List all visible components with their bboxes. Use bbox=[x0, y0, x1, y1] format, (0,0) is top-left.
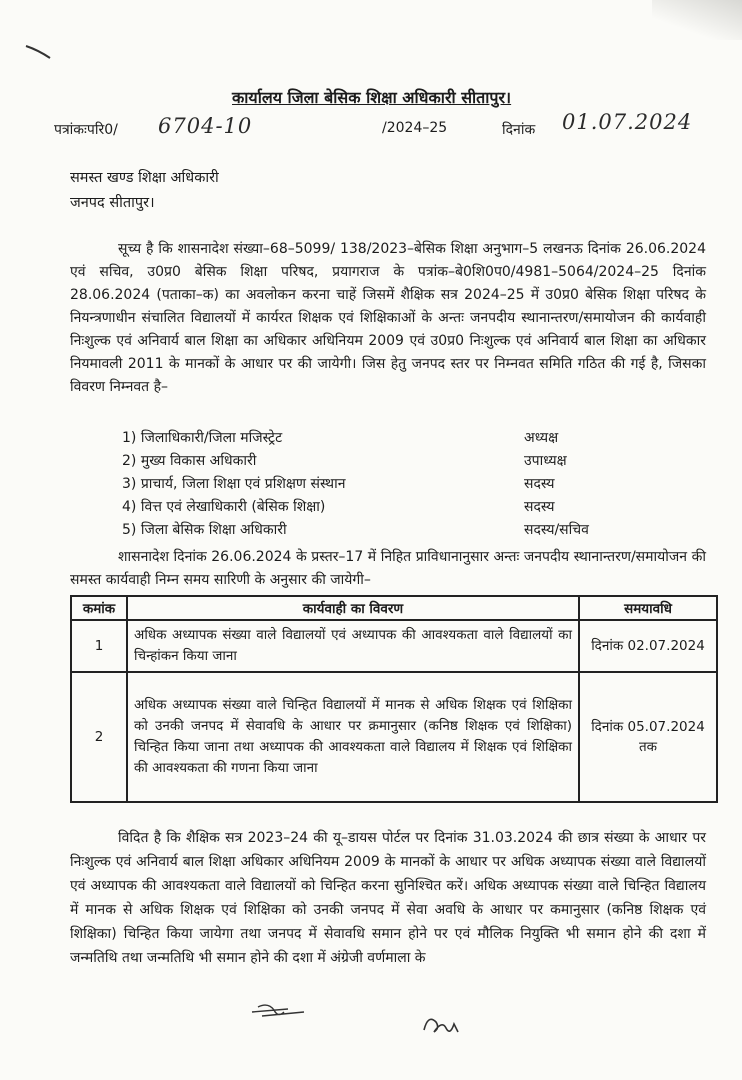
committee-member-name: 3) प्राचार्य, जिला शिक्षा एवं प्रशिक्षण संस्थान bbox=[122, 476, 346, 492]
initials-signature-2 bbox=[420, 1010, 464, 1040]
committee-member-role: सदस्य bbox=[524, 476, 555, 492]
ref-number-handwritten: 6704-10 bbox=[158, 114, 253, 138]
committee-member bbox=[122, 428, 642, 451]
initials-signature-1 bbox=[248, 1000, 312, 1026]
deadline-date: दिनांक 02.07.2024 bbox=[591, 638, 705, 654]
addressee-line-1: समस्त खण्ड शिक्षा अधिकारी bbox=[70, 170, 219, 186]
table-row bbox=[71, 672, 717, 802]
committee-member-name: 5) जिला बेसिक शिक्षा अधिकारी bbox=[122, 522, 287, 538]
header-serial: कमांक bbox=[71, 596, 127, 620]
header-description: कार्यवाही का विवरण bbox=[127, 596, 579, 620]
paragraph-instructions: विदित है कि शैक्षिक सत्र 2023–24 की यू–डायस पोर्टल पर दिनांक 31.03.2024 की छात्र संख्या के आधार पर निःशुल्क एवं अनिवार्य बाल शिक्षा अधिकार अधिनियम 2009 के मानकों के आधार पर अधिक अध्यापक संख्या वाले विद्यालयों एवं अध्यापक की आवश्यकता वाले विद्यालयों को चिन्हित करना सुनिश्चित करें। अधिक अध्यापक संख्या वाले चिन्हित विद्यालय में मानक से अधिक शिक्षक एवं शिक्षिका को उनकी जनपद में सेवा अवधि के आधार पर कमानुसार (कनिष्ठ शिक्षक एवं शिक्षिका) चिन्हित किया जायेगा तथा जनपद में सेवावधि समान होने पर एवं मौलिक नियुक्ति भी समान होने की दशा में जन्मतिथि तथा जन्मतिथि भी समान होने की दशा में अंग्रेजी वर्णमाला के bbox=[70, 830, 706, 966]
row-serial: 1 bbox=[71, 620, 127, 672]
date-handwritten: 01.07.2024 bbox=[562, 110, 693, 134]
row-serial: 2 bbox=[71, 672, 127, 802]
pen-mark-scribble bbox=[24, 42, 54, 62]
committee-member-role: अध्यक्ष bbox=[524, 430, 559, 446]
row-description: अधिक अध्यापक संख्या वाले चिन्हित विद्यालयों में मानक से अधिक शिक्षक एवं शिक्षिका को उनकी जनपद में सेवावधि के आधार पर क्रमानुसार (कनिष्ठ शिक्षक एवं शिक्षिका) चिन्हित किया जाना तथा अध्यापक की आवश्यकता वाले विद्यालय में शिक्षक एवं शिक्षिका की आवश्यकता की गणना किया जाना bbox=[127, 672, 579, 802]
page-corner-shadow bbox=[652, 0, 742, 40]
row-deadline bbox=[579, 620, 717, 672]
office-title: कार्यालय जिला बेसिक शिक्षा अधिकारी सीतापुर। bbox=[232, 88, 512, 107]
committee-member bbox=[122, 497, 642, 520]
committee-member bbox=[122, 520, 642, 543]
deadline-date: दिनांक 05.07.2024 bbox=[591, 719, 705, 735]
committee-member-name: 2) मुख्य विकास अधिकारी bbox=[122, 453, 257, 469]
addressee-line-2: जनपद सीतापुर। bbox=[70, 195, 155, 211]
committee-member-role: उपाध्यक्ष bbox=[524, 453, 567, 469]
reference-line bbox=[54, 110, 714, 142]
paragraph-schedule-intro: शासनादेश दिनांक 26.06.2024 के प्रस्तर–17 में निहित प्राविधानानुसार अन्तः जनपदीय स्थानान्तरण/समायोजन की समस्त कार्यवाही निम्न समय सारिणी के अनुसार की जायेगी– bbox=[70, 549, 706, 588]
row-description: अधिक अध्यापक संख्या वाले विद्यालयों एवं अध्यापक की आवश्यकता वाले विद्यालयों का चिन्हांकन किया जाना bbox=[127, 620, 579, 672]
paragraph-intro: सूच्य है कि शासनादेश संख्या–68–5099/ 138/2023–बेसिक शिक्षा अनुभाग–5 लखनऊ दिनांक 26.06.2024 एवं सचिव, उ0प्र0 बेसिक शिक्षा परिषद, प्रयागराज के पत्रांक–बे0शि0प0/4981–5064/2024–25 दिनांक 28.06.2024 (पताका–क) का अवलोकन करना चाहें जिसमें शैक्षिक सत्र 2024–25 में उ0प्र0 बेसिक शिक्षा परिषद के नियन्त्रणाधीन संचालित विद्यालयों में कार्यरत शिक्षक एवं शिक्षिकाओं के अन्तः जनपदीय स्थानान्तरण/समायोजन की कार्यवाही निःशुल्क एवं अनिवार्य बाल शिक्षा का अधिकार अधिनियम 2009 एवं उ0प्र0 निःशुल्क एवं अनिवार्य बाल शिक्षा का अधिकार नियमावली 2011 के मानकों के आधार पर की जायेगी। जिस हेतु जनपद स्तर पर निम्नवत समिति गठित की गई है, जिसका विवरण निम्नवत है– bbox=[70, 241, 706, 395]
table-header-row bbox=[71, 596, 717, 620]
committee-member bbox=[122, 474, 642, 497]
header-deadline: समयावधि bbox=[579, 596, 717, 620]
row-deadline bbox=[579, 672, 717, 802]
committee-member-role: सदस्य/सचिव bbox=[524, 522, 589, 538]
ref-year: /2024–25 bbox=[382, 120, 448, 136]
committee-member-role: सदस्य bbox=[524, 499, 555, 515]
committee-list bbox=[122, 428, 642, 543]
committee-member bbox=[122, 451, 642, 474]
table-row bbox=[71, 620, 717, 672]
committee-member-name: 1) जिलाधिकारी/जिला मजिस्ट्रेट bbox=[122, 430, 283, 446]
date-label: दिनांक bbox=[502, 122, 536, 138]
deadline-suffix: तक bbox=[638, 739, 658, 755]
ref-prefix: पत्रांकःपरि0/ bbox=[54, 122, 118, 138]
committee-member-name: 4) वित्त एवं लेखाधिकारी (बेसिक शिक्षा) bbox=[122, 499, 326, 515]
schedule-table bbox=[70, 595, 718, 803]
addressee-block bbox=[70, 166, 219, 216]
